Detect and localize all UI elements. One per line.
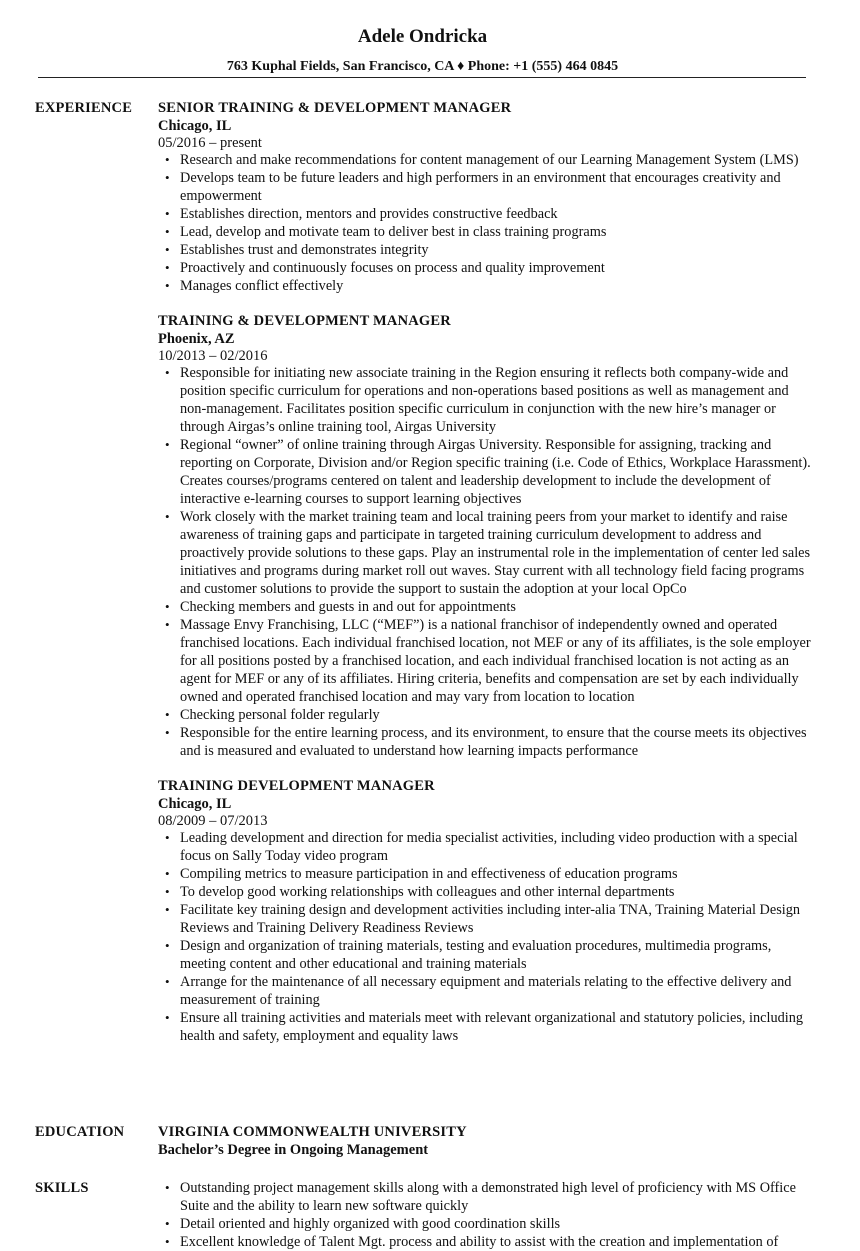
- list-item: • Establishes trust and demonstrates integrity: [180, 241, 812, 259]
- list-item: • Checking members and guests in and out for appointments: [180, 598, 812, 616]
- list-item: • Regional “owner” of online training through Airgas University. Responsible for assigning, tracking and reporting on Corporate, Division and/or Region specific training (i.e. Code of Ethics, Workplace Harassment). Creates courses/programs centered on talent and leadership development to include the development of interactive e-learning courses to support learning objectives: [180, 436, 812, 508]
- list-item: • Massage Envy Franchising, LLC (“MEF”) is a national franchisor of independently owned and operated franchised locations. Each individual franchised location, not MEF or any of its affiliates, is the sole employer for all positions posted by a franchised location, and each individual franchised location is not acting as an agent for MEF or any of its affiliates. Hiring criteria, benefits and compensation are set by each individually owned and operated franchised location and may vary from location to location: [180, 616, 812, 706]
- list-item: • Lead, develop and motivate team to deliver best in class training programs: [180, 223, 812, 241]
- degree: Bachelor’s Degree in Ongoing Management: [158, 1142, 429, 1158]
- list-item: • Outstanding project management skills along with a demonstrated high level of proficiency with MS Office Suite and the ability to learn new software quickly: [180, 1179, 812, 1215]
- skills-body: [158, 1179, 812, 1251]
- job-title: TRAINING & DEVELOPMENT MANAGER: [158, 313, 451, 329]
- job-bullets: [158, 364, 812, 760]
- list-item: • Responsible for initiating new associate training in the Region ensuring it reflects both company-wide and position specific curriculum for operations and non-operations based positions as well as management and non-management. Facilitates position specific curriculum in conjunction with the new hire’s manager or through Airgas’s online training tool, Airgas University: [180, 364, 812, 436]
- list-item: • Research and make recommendations for content management of our Learning Management System (LMS): [180, 151, 812, 169]
- list-item: • Compiling metrics to measure participation in and effectiveness of education programs: [180, 865, 812, 883]
- school-name: VIRGINIA COMMONWEALTH UNIVERSITY: [158, 1124, 467, 1140]
- list-item: • Detail oriented and highly organized with good coordination skills: [180, 1215, 812, 1233]
- experience-heading: EXPERIENCE: [35, 100, 133, 116]
- job-entry: [158, 99, 812, 295]
- list-item: • Facilitate key training design and development activities including inter-alia TNA, Training Material Design Reviews and Training Delivery Readiness Reviews: [180, 901, 812, 937]
- list-item: • Checking personal folder regularly: [180, 706, 812, 724]
- job-dates: 05/2016 – present: [158, 135, 262, 151]
- job-location: Phoenix, AZ: [158, 331, 235, 347]
- job-dates: 08/2009 – 07/2013: [158, 813, 268, 829]
- header-divider: [38, 77, 806, 78]
- job-bullets: [158, 829, 812, 1045]
- contact-line: 763 Kuphal Fields, San Francisco, CA ♦ Phone: +1 (555) 464 0845: [226, 59, 619, 74]
- list-item: • Design and organization of training materials, testing and evaluation procedures, multimedia programs, meeting content and other educational and training materials: [180, 937, 812, 973]
- list-item: • Leading development and direction for media specialist activities, including video production with a special focus on Sally Today video program: [180, 829, 812, 865]
- list-item: • Work closely with the market training team and local training peers from your market to identify and raise awareness of training gaps and participate in targeted training curriculum development to address and proactively provide solutions to these gaps. Play an instrumental role in the implementation of center led sales initiatives and programs during market roll out waves. Stay current with all technology field facing programs and customer solutions to provide the support to sustain the adoption at your local OpCo: [180, 508, 812, 598]
- list-item: • Establishes direction, mentors and provides constructive feedback: [180, 205, 812, 223]
- candidate-name: Adele Ondricka: [357, 26, 488, 47]
- list-item: • Proactively and continuously focuses on process and quality improvement: [180, 259, 812, 277]
- education-heading: EDUCATION: [35, 1124, 125, 1140]
- job-entry: [158, 777, 812, 1045]
- list-item: • Manages conflict effectively: [180, 277, 812, 295]
- job-bullets: [158, 151, 812, 295]
- skills-bullets: [158, 1179, 812, 1251]
- list-item: • To develop good working relationships with colleagues and other internal departments: [180, 883, 812, 901]
- job-title: SENIOR TRAINING & DEVELOPMENT MANAGER: [158, 100, 512, 116]
- job-title: TRAINING DEVELOPMENT MANAGER: [158, 778, 435, 794]
- job-location: Chicago, IL: [158, 118, 232, 134]
- education-body: [158, 1123, 812, 1159]
- list-item: • Develops team to be future leaders and high performers in an environment that encourages creativity and empowerment: [180, 169, 812, 205]
- job-entry: [158, 312, 812, 760]
- job-dates: 10/2013 – 02/2016: [158, 348, 268, 364]
- list-item: • Ensure all training activities and materials meet with relevant organizational and statutory policies, including health and safety, employment and equality laws: [180, 1009, 812, 1045]
- skills-heading: SKILLS: [35, 1180, 89, 1196]
- experience-body: [158, 99, 812, 1062]
- list-item: • Excellent knowledge of Talent Mgt. process and ability to assist with the creation and implementation of: [180, 1233, 812, 1251]
- list-item: • Responsible for the entire learning process, and its environment, to ensure that the course meets its objectives and is measured and evaluated to understand how learning impacts performance: [180, 724, 812, 760]
- list-item: • Arrange for the maintenance of all necessary equipment and materials relating to the effective delivery and measurement of training: [180, 973, 812, 1009]
- job-location: Chicago, IL: [158, 796, 232, 812]
